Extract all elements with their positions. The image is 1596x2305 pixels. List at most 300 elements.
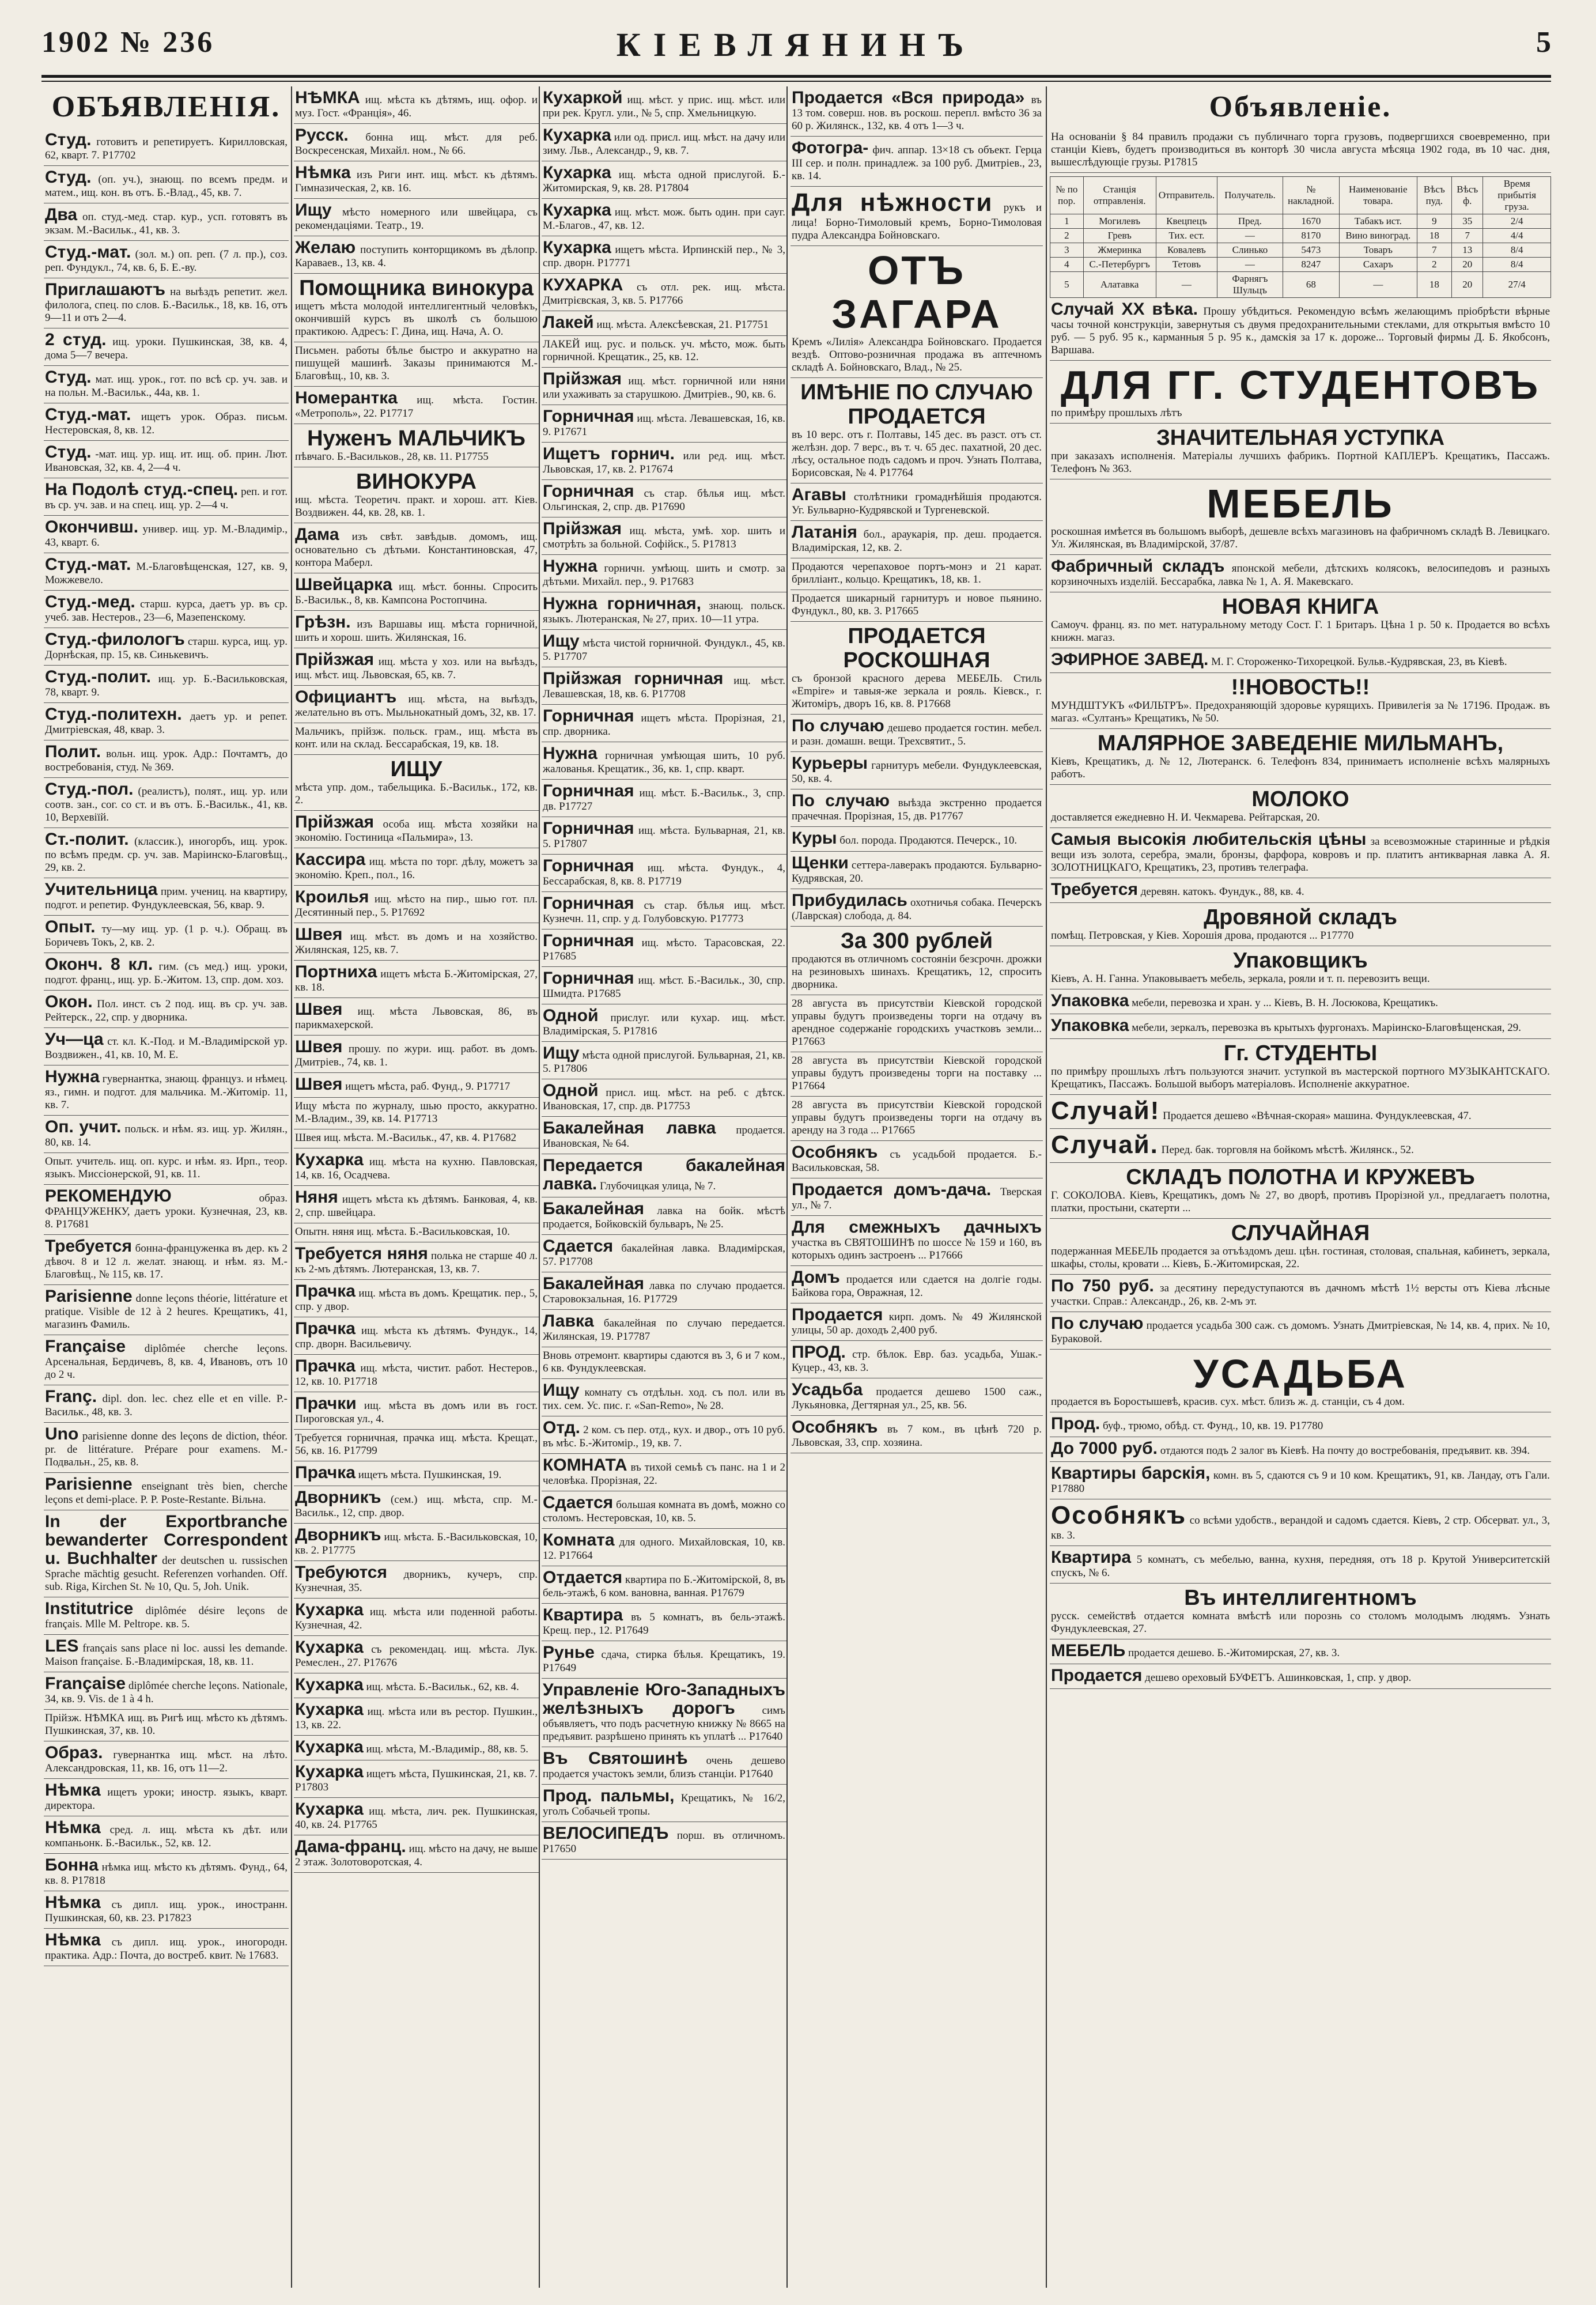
- ad-text: ищ. мѣста или въ рестор. Пушкин., 13, кв. 22.: [295, 1706, 538, 1731]
- table-cell: Гревъ: [1083, 229, 1156, 243]
- ad-heading: Швея: [295, 1037, 343, 1056]
- classified-ad: [542, 517, 786, 555]
- classified-ad: [1050, 1584, 1551, 1639]
- ad-text: ищ. мѣста. Фундук., 4, Бессарабская, 8, кв. 8. Р17719: [543, 862, 785, 887]
- ad-heading: Кроилья: [295, 887, 369, 906]
- ad-text: ищ. уроки. Пушкинская, 38, кв. 4, дома 5—7 вечера.: [45, 336, 288, 361]
- ad-text: русск. семействѣ отдается комната вмѣстѣ или порознь со столомъ молодымъ людямъ. Узнать Фундуклеевская, 27.: [1051, 1610, 1550, 1635]
- classified-ad: [542, 336, 786, 368]
- classified-ad: [542, 855, 786, 892]
- classified-ad: [1050, 1546, 1551, 1584]
- classified-ad: [791, 1303, 1043, 1341]
- classified-ad: [791, 1052, 1043, 1097]
- ad-heading: Уч—ца: [45, 1030, 104, 1049]
- ad-text: комн. въ 5, сдаются съ 9 и 10 ком. Крещатикъ, 91, кв. Ландау, отъ Гали. Р17880: [1051, 1469, 1550, 1495]
- ad-heading: Лавка: [543, 1312, 594, 1331]
- ad-text: ищ. мѣста, на выѣздъ, желательно въ отъ. Мыльнокатный домъ, 32, кв. 17.: [295, 693, 538, 719]
- table-cell: Фарнягъ Шульцъ: [1217, 272, 1283, 298]
- classified-ad: [1050, 1437, 1551, 1462]
- classified-ad: [791, 483, 1043, 521]
- ad-text: Письмен. работы бѣлье быстро и аккуратно на пишущей машинѣ. Заказы принимаются М.-Благовѣщ., 10, кв. 3.: [295, 345, 538, 382]
- classified-ad: [791, 1216, 1043, 1266]
- ad-heading: Учительница: [45, 880, 158, 899]
- table-cell: —: [1217, 258, 1283, 272]
- ad-text: Швея ищ. мѣста. М.-Васильк., 47, кв. 4. Р17682: [295, 1132, 517, 1144]
- classified-ad: [791, 246, 1043, 378]
- ad-text: подержанная МЕБЕЛЬ продается за отъѣздомъ деш. цѣн. гостиная, столовая, спальная, кабинетъ, зеркала, шкафы, столы, кровати ... Кіевъ, Б.-Житомирская, 22.: [1051, 1245, 1550, 1270]
- table-cell: Табакъ ист.: [1340, 214, 1417, 229]
- classified-ad: [1050, 878, 1551, 903]
- classified-ad: [44, 628, 289, 666]
- ad-heading: Кухарка: [295, 1675, 364, 1694]
- header-rule-thin: [41, 81, 1551, 82]
- ad-heading: Сдается: [543, 1237, 614, 1256]
- ad-text: ищ. мѣсто. Тарасовская, 22. Р17685: [543, 937, 786, 962]
- ad-text: съ рекомендац. ищ. мѣста. Лук. Ремеслен., 27. Р17676: [295, 1643, 538, 1669]
- ad-text: при заказахъ исполненія. Матеріалы лучшихъ фабрикъ. Портной КАПЛЕРЪ. Крещатикъ, Пассажъ. Телефонъ № 363.: [1051, 450, 1550, 475]
- ad-heading: Прачка: [295, 1356, 355, 1376]
- classified-ad: [294, 648, 539, 686]
- classified-ad: [542, 592, 786, 630]
- classified-ad: [542, 742, 786, 780]
- classified-ad: [44, 516, 289, 553]
- classified-ad: [294, 1186, 539, 1223]
- ad-text: лавка по случаю продается. Старовокзальная, 16. Р17729: [543, 1280, 785, 1305]
- table-cell: Пред.: [1217, 214, 1283, 229]
- table-header-cell: Отправитель.: [1156, 177, 1217, 214]
- ad-text: продается дешево. Б.-Житомирская, 27, кв. 3.: [1128, 1647, 1340, 1659]
- classified-ad: [294, 886, 539, 923]
- classified-ad: [294, 686, 539, 723]
- table-header-cell: Время прибытія груза.: [1483, 177, 1551, 214]
- ad-text: ищ. мѣста въ домъ или въ гост. Пироговская ул., 4.: [295, 1400, 538, 1425]
- classified-ad: [44, 1597, 289, 1635]
- ad-text: старш. курса, даетъ ур. въ ср. учеб. зав. Нестеров., 23—6, Мазепенскому.: [45, 598, 288, 624]
- ad-text: Опытн. няня ищ. мѣста. Б.-Васильковская, 10.: [295, 1226, 510, 1238]
- ad-text: горничная умѣющая шить, 10 руб. жалованья. Крещатик., 36, кв. 1, спр. кварт.: [543, 750, 785, 775]
- column-5: [1050, 86, 1551, 2288]
- ad-text: ищ. мѣст. Левашевская, 18, кв. 6. Р17708: [543, 675, 785, 700]
- ad-heading: Студ.-мед.: [45, 592, 135, 611]
- ad-text: ищ. мѣст. горничной или няни или ухаживать за старушкою. Дмитріев., 90, кв. 6.: [543, 375, 785, 400]
- ad-heading: Горничная: [543, 706, 634, 725]
- ad-text: продается. Ивановская, № 64.: [543, 1124, 786, 1150]
- table-header-cell: Вѣсъ пуд.: [1417, 177, 1451, 214]
- ad-heading: Française: [45, 1337, 126, 1356]
- ad-text: въ 13 том. соверш. нов. въ роскош. перепл. вмѣсто 36 за 60 р. Жилянск., 132, кв. 4 отъ 1—3 ч.: [792, 94, 1042, 132]
- classified-ad: [294, 1036, 539, 1073]
- ad-heading: Нѣмка: [45, 1893, 101, 1912]
- classified-ad: [542, 86, 786, 124]
- ad-heading: Прійзжая: [295, 650, 375, 669]
- classified-ad: [1050, 1095, 1551, 1129]
- ad-heading: Дровяной складъ: [1204, 905, 1397, 929]
- ad-heading: Требуются: [295, 1563, 387, 1582]
- header-rule: [41, 75, 1551, 78]
- ad-text: симъ объявляетъ, что подъ расчетную книжку № 8665 на предъявит. разрѣшено принять къ уплатѣ ... Р17640: [543, 1705, 786, 1743]
- ad-text: ищ. мѣст. въ домъ и на хозяйство. Жилянская, 125, кв. 7.: [295, 931, 538, 956]
- ad-text: рукъ и лица! Борно-Тимоловый кремъ, Борно-Тимоловая пудра Александра Бойновскаго.: [792, 202, 1042, 241]
- classified-ad: [542, 443, 786, 480]
- classified-ad: [44, 666, 289, 703]
- classified-ad: [294, 961, 539, 998]
- ad-heading: Упаковка: [1051, 991, 1129, 1010]
- classified-ad: [791, 1141, 1043, 1178]
- ad-text: сред. л. ищ. мѣста къ дѣт. или компаньонк. Б.-Васильк., 52, кв. 12.: [45, 1824, 288, 1849]
- classified-ad: [294, 1524, 539, 1561]
- ad-text: ищ. мѣсто на дачу, не выше 2 этаж. Золотоворотская, 4.: [295, 1843, 538, 1868]
- classified-ad: [44, 1816, 289, 1854]
- ad-text: Пол. инст. съ 2 под. ищ. въ ср. уч. зав. Рейтерск., 22, спр. у дворника.: [45, 998, 288, 1023]
- classified-ad: [294, 342, 539, 387]
- ad-text: прим. учениц. на квартиру, подгот. и репетир. Фундуклеевская, 56, квар. 9.: [45, 886, 288, 911]
- ad-heading: Горничная: [543, 781, 634, 800]
- ad-heading: Окончивш.: [45, 517, 139, 536]
- classified-ad: [791, 752, 1043, 789]
- classified-ad: [542, 1117, 786, 1154]
- ad-text: ищетъ мѣста молодой интеллигентный человѣкъ, окончившій курсъ въ школѣ съ большою практикою. Адресъ: Г. Дина, ищ. Нача, А. О.: [295, 300, 538, 338]
- table-cell: Товаръ: [1340, 243, 1417, 258]
- classified-ad: [294, 1736, 539, 1760]
- ad-heading: Горничная: [543, 819, 634, 838]
- ad-heading: Продается «Вся природа»: [792, 88, 1025, 107]
- table-cell: 2: [1050, 229, 1084, 243]
- page-header: [41, 21, 1551, 78]
- classified-ad: [44, 1635, 289, 1672]
- ad-heading: Отд.: [543, 1418, 581, 1437]
- classified-ad: [542, 967, 786, 1004]
- table-header-cell: Станція отправленія.: [1083, 177, 1156, 214]
- ad-text: Продается шикарный гарнитуръ и новое пьянино. Фундукл., 80, кв. 3. Р17665: [792, 592, 1042, 617]
- ad-heading: Одной: [543, 1081, 599, 1100]
- ad-text: 2 ком. съ пер. отд., кух. и двор., отъ 10 руб. въ мѣс. Б.-Житомір., 19, кв. 7.: [543, 1424, 786, 1449]
- column-divider: [1046, 86, 1047, 2288]
- ad-heading: Нѣмка: [295, 163, 351, 182]
- ad-heading: Горничная: [543, 856, 634, 875]
- ad-heading: Ищу: [295, 201, 332, 220]
- ad-text: ищ. мѣста. Гостин. «Метрополь», 22. Р17717: [295, 394, 538, 420]
- ad-text: продаются въ отличномъ состояніи безсрочн. дрожки на резиновыхъ шинахъ. Крещатикъ, 12, спросить дворника.: [792, 953, 1042, 991]
- ad-text: японской мебели, дѣтскихъ колясокъ, велосипедовъ и разныхъ корзиночныхъ изделій. Бессарабка, лавка № 1, А. Я. Макевскаго.: [1051, 562, 1550, 588]
- table-cell: 2: [1417, 258, 1451, 272]
- classified-ad: [294, 1098, 539, 1129]
- ad-heading: Дворникъ: [295, 1525, 381, 1544]
- classified-ad: [1050, 1219, 1551, 1275]
- ad-heading: Прод.: [1051, 1414, 1100, 1433]
- ad-text: parisienne donne des leçons de diction, théor. pr. de littérature. Prépare pour examens. М.-Подвальн., 25, кв. 8.: [45, 1430, 288, 1468]
- ad-text: лавка на бойк. мѣстѣ продается, Бойковскій бульваръ, № 25.: [543, 1205, 785, 1230]
- ad-text: ищ. мѣста, чистит. работ. Нестеров., 12, кв. 10. Р17718: [295, 1362, 538, 1388]
- ad-text: участка въ СВЯТОШИНѢ по шоссе № 159 и 160, въ которыхъ одинъ застроенъ ... Р17666: [792, 1237, 1042, 1261]
- classified-ad: [1050, 1462, 1551, 1499]
- classified-ad: [542, 929, 786, 967]
- ad-text: ищетъ мѣста. Прорізная, 21, спр. дворника.: [543, 712, 786, 738]
- classified-ad: [791, 590, 1043, 622]
- classified-ad: [44, 1510, 289, 1597]
- ad-text: на выѣздъ репетит. жел. филолога, спец. по слов. Б.-Васильк., 18, кв. 16, отъ 9—11 и отъ 2—4.: [45, 286, 288, 324]
- table-cell: С.-Петербургъ: [1083, 258, 1156, 272]
- ad-heading: Кухарка: [295, 1638, 364, 1657]
- ad-heading: !!НОВОСТЬ!!: [1231, 675, 1370, 700]
- ad-heading: Кухарка: [295, 1800, 364, 1819]
- ad-text: Кіевъ, Крещатикъ, д. № 12, Лютеранск. 6. Телефонъ 834, принимаетъ исполненіе всѣхъ малярныхъ работъ.: [1051, 755, 1550, 780]
- table-header-cell: № накладной.: [1283, 177, 1339, 214]
- ad-heading: Квартира: [1051, 1548, 1132, 1567]
- ad-heading: ЭФИРНОЕ ЗАВЕД.: [1051, 650, 1209, 669]
- ad-text: Вновь отремонт. квартиры сдаются въ 3, 6 и 7 ком., 6 кв. Фундуклеевская.: [543, 1350, 785, 1374]
- ad-heading: Uno: [45, 1424, 79, 1444]
- ad-text: Мальчикъ, прійзж. польск. грам., ищ. мѣста въ конт. или на склад. Бессарабская, 19, кв. 18.: [295, 725, 538, 750]
- classified-ad: [44, 366, 289, 403]
- ad-text: кирп. домъ. № 49 Жилянской улицы, 50 ар. доходъ 2,400 руб.: [792, 1311, 1042, 1336]
- classified-ad: [542, 1197, 786, 1235]
- ad-text: готовитъ и репетируетъ. Кирилловская, 62, кварт. 7. Р17702: [45, 136, 288, 161]
- ad-heading: Institutrice: [45, 1599, 134, 1618]
- classified-ad: [44, 129, 289, 166]
- ad-heading: Нужна: [543, 744, 597, 763]
- ad-text: или од. присл. ищ. мѣст. на дачу или зиму. Льв., Александр., 9, кв. 7.: [543, 131, 786, 157]
- classified-ad: [294, 1242, 539, 1280]
- classified-ad: [294, 573, 539, 611]
- ad-text: въ 7 ком., въ цѣнѣ 720 р. Львовская, 33, спр. хозяина.: [792, 1423, 1042, 1449]
- ad-text: изъ свѣт. завѣдыв. домомъ, ищ. основательно съ дѣтьми. Константиновская, 47, контора Маберл.: [295, 531, 538, 569]
- classified-ad: [44, 991, 289, 1028]
- classified-ad: [294, 1223, 539, 1242]
- ad-heading: Прачки: [295, 1394, 357, 1413]
- ad-heading: МАЛЯРНОЕ ЗАВЕДЕНІЕ МИЛЬМАНЪ,: [1097, 731, 1504, 755]
- ad-text: ищ. мѣста. Теоретич. практ. и хорош. атт. Кіев. Воздвижен. 44, кв. 28, кв. 1.: [295, 494, 538, 519]
- ad-heading: Franç.: [45, 1387, 97, 1406]
- ad-heading: Самыя высокія любительскія цѣны: [1051, 830, 1367, 849]
- classified-ad: [791, 1178, 1043, 1216]
- ad-text: вольн. ищ. урок. Адр.: Почтамтъ, до востребованія, студ. № 369.: [45, 748, 288, 773]
- ad-heading: Прачка: [295, 1463, 355, 1482]
- classified-ad: [44, 1423, 289, 1473]
- ad-heading: Прійзжая горничная: [543, 669, 724, 688]
- table-header-cell: Вѣсъ ф.: [1452, 177, 1483, 214]
- ad-text: выѣзда экстренно продается прачечная. Прорізная, 15, дв. Р17767: [792, 797, 1042, 822]
- ad-text: изъ Риги инт. ищ. мѣст. къ дѣтямъ. Гимназическая, 2, кв. 16.: [295, 169, 538, 194]
- classified-ad: [1050, 1129, 1551, 1163]
- classified-ad: [294, 1073, 539, 1098]
- table-header-cell: Наименованіе товара.: [1340, 177, 1417, 214]
- classified-ad: [542, 1042, 786, 1079]
- classified-ad: [44, 1116, 289, 1153]
- classified-ad: [44, 828, 289, 878]
- table-cell: Тетовъ: [1156, 258, 1217, 272]
- ad-heading: Окон.: [45, 992, 93, 1011]
- classified-ad: [1050, 361, 1551, 424]
- ad-text: въ 10 верс. отъ г. Полтавы, 145 дес. въ разст. отъ ст. желѣзн. дор. 7 верс., въ т. ч. 65 дес. пахатной, 20 дес. лѣсу, остальное подъ садомъ и проч. Узнать Полтава, Борисовская, № 4. Р17764: [792, 429, 1042, 479]
- ad-heading: Ст.-полит.: [45, 830, 129, 849]
- ad-text: ищ. мѣста, лич. рек. Пушкинская, 40, кв. 24. Р17765: [295, 1805, 538, 1831]
- ad-text: ищетъ мѣста, раб. Фунд., 9. Р17717: [345, 1080, 510, 1093]
- ad-heading: Ищу: [543, 632, 580, 651]
- ad-heading: Швея: [295, 925, 343, 944]
- ad-text: продается въ Боростышевѣ, красив. сух. мѣст. близъ ж. д. станціи, съ 4 дом.: [1051, 1396, 1405, 1408]
- ad-text: Самоуч. франц. яз. по мет. натуральному методу Сост. Г. 1 Бритаръ. Цѣна 1 р. 50 к. Продается во всѣхъ книжн. магаз.: [1051, 619, 1550, 644]
- classified-ad: [1050, 946, 1551, 989]
- classified-ad: [1050, 903, 1551, 946]
- ad-text: мѣсто номерного или швейцара, съ рекомендаціями. Театр., 19.: [295, 206, 538, 232]
- classified-ad: [44, 740, 289, 778]
- classified-ad: [294, 998, 539, 1036]
- ad-text: доставляется ежедневно Н. И. Чекмарева. Рейтарская, 20.: [1051, 811, 1320, 823]
- ad-heading: ВЕЛОСИПЕДЪ: [543, 1824, 669, 1843]
- ad-text: въ тихой семьѣ съ панс. на 1 и 2 человѣка. Прорізная, 22.: [543, 1461, 785, 1487]
- ad-heading: Parisienne: [45, 1475, 133, 1494]
- ad-heading: Студ.-полит.: [45, 667, 151, 686]
- classified-ad: [44, 553, 289, 591]
- ad-text: ст. кл. К.-Под. и М.-Владимірской ур. Воздвижен., 41, кв. 10, М. Е.: [45, 1036, 288, 1061]
- ad-heading: Желаю: [295, 238, 356, 257]
- ad-heading: По случаю: [792, 791, 890, 810]
- classified-ad: [542, 1079, 786, 1117]
- ad-heading: Официантъ: [295, 687, 397, 706]
- ad-heading: ЗНАЧИТЕЛЬНАЯ УСТУПКА: [1156, 426, 1445, 450]
- ad-heading: Квартиры барскія,: [1051, 1464, 1211, 1483]
- classified-ad: [294, 1835, 539, 1873]
- ad-heading: ПРОД.: [792, 1343, 846, 1362]
- classified-ad: [1050, 424, 1551, 479]
- ad-heading: Швея: [295, 1075, 343, 1094]
- ad-heading: Горничная: [543, 482, 634, 501]
- ad-text: очень дешево продается участокъ земли, близъ станціи. Р17640: [543, 1755, 785, 1780]
- ad-text: мѣста упр. дом., табельщика. Б.-Васильк., 172, кв. 2.: [295, 781, 538, 806]
- ad-heading: Латанія: [792, 523, 857, 542]
- classified-ad: [44, 328, 289, 366]
- ad-text: ищ. мѣста въ домъ. Крещатик. пер., 5, спр. у двор.: [295, 1287, 538, 1313]
- newspaper-title: КІЕВЛЯНИНЪ: [616, 26, 977, 63]
- ad-text: съ усадьбой продается. Б.-Васильковская, 58.: [792, 1148, 1042, 1174]
- classified-ad: [44, 1335, 289, 1385]
- ad-text: дешево продается гостин. мебел. и разн. домашн. вещи. Трехсвятит., 5.: [792, 722, 1042, 747]
- classified-ad: [44, 1185, 289, 1235]
- classified-ad: [1050, 1163, 1551, 1219]
- ad-text: ищ. мѣста. Б.-Васильковская, 10, кв. 2. Р17775: [295, 1531, 538, 1556]
- ad-text: ищ. мѣст. мож. быть один. при сауг. М.-Благов., 47, кв. 12.: [543, 206, 785, 232]
- classified-ad: [791, 187, 1043, 246]
- page-number: 5: [1536, 26, 1551, 59]
- ad-text: ищ. мѣста къ дѣтямъ, ищ. офор. и муз. Гост. «Франція», 46.: [295, 94, 538, 119]
- ad-text: мебели, перевозка и хран. у ... Кіевъ, В. Н. Лосюкова, Крещатикъ.: [1132, 997, 1438, 1009]
- ad-text: польск. и нѣм. яз. ищ. ур. Жилян., 80, кв. 14.: [45, 1123, 288, 1148]
- classified-ad: [294, 611, 539, 648]
- ad-text: -мат. ищ. ур. ищ. ит. ищ. об. прин. Лют. Ивановская, 32, кв. 4, 2—4 ч.: [45, 448, 288, 474]
- ad-heading: Дворникъ: [295, 1488, 381, 1507]
- ad-heading: Фабричный складъ: [1051, 557, 1225, 576]
- ad-heading: Горничная: [543, 931, 634, 950]
- classified-ad: [791, 995, 1043, 1052]
- classified-ad: [1050, 555, 1551, 592]
- ad-heading: Номерантка: [295, 388, 398, 407]
- freight-table: [1050, 176, 1551, 298]
- ad-text: большая комната въ домѣ, можно со столомъ. Нестеровская, 10, кв. 5.: [543, 1499, 786, 1524]
- ad-heading: Студ.-политехн.: [45, 705, 182, 724]
- ad-heading: Приглашаютъ: [45, 280, 165, 299]
- table-cell: —: [1340, 272, 1417, 298]
- classified-ad: [44, 478, 289, 516]
- classified-ad: [294, 1461, 539, 1486]
- ad-text: Ищу мѣста по журналу, шью просто, аккуратно. М.-Владим., 39, кв. 14. Р17713: [295, 1100, 538, 1125]
- table-row: [1050, 229, 1551, 243]
- table-row: [1050, 243, 1551, 258]
- table-cell: 5: [1050, 272, 1084, 298]
- classified-ad: [44, 1854, 289, 1891]
- classified-ad: [44, 278, 289, 328]
- classified-ad: [542, 405, 786, 443]
- ad-heading: Домъ: [792, 1268, 840, 1287]
- table-cell: 20: [1452, 258, 1483, 272]
- classified-ad: [542, 1004, 786, 1042]
- table-cell: 18: [1417, 272, 1451, 298]
- ad-text: бонна-француженка въ дер. къ 2 дѣвоч. 8 и 12 л. желат. знающ. и нѣм. яз. М.-Благовѣщ., № 115, кв. 17.: [45, 1242, 288, 1280]
- classified-ad: [542, 1235, 786, 1272]
- ad-text: donne leçons théorie, littérature et pratique. Visible de 12 à 2 heures. Крещатикъ, 41, магазинъ Фамиль.: [45, 1293, 288, 1331]
- classified-ad: [44, 166, 289, 203]
- ad-text: М. Г. Стороженко-Тихорецкой. Бульв.-Кудрявская, 23, въ Кіевѣ.: [1211, 656, 1507, 668]
- classified-ad: [1050, 989, 1551, 1014]
- ad-text: diplômée cherche leçons. Арсенальная, Бердичевъ, 8, кв. 4, Ивановъ, отъ 10 до 2 ч.: [45, 1343, 288, 1381]
- classified-ad: [1050, 729, 1551, 785]
- classified-ad: [791, 1266, 1043, 1303]
- ad-heading: Дама: [295, 525, 339, 544]
- ad-text: français sans place ni loc. aussi les demande. Maison française. Б.-Владимірская, 18, кв. 11.: [45, 1642, 288, 1668]
- table-cell: 7: [1417, 243, 1451, 258]
- ad-text: ищ. мѣст. бонны. Спросить Б.-Васильк., 8, кв. Кампсона Ростопчина.: [295, 581, 538, 606]
- classified-ad: [294, 923, 539, 961]
- ad-text: порш. въ отличномъ. Р17650: [543, 1830, 786, 1855]
- ad-heading: Прод. пальмы,: [543, 1786, 675, 1805]
- ad-heading: Упаковка: [1051, 1016, 1129, 1035]
- ad-text: горничн. умѣющ. шить и смотр. за дѣтьми. Михайл. пер., 9. Р17683: [543, 562, 785, 588]
- ad-heading: Швейцарка: [295, 575, 392, 594]
- ad-text: даетъ ур. и репет. Дмитріевская, 48, квар. 3.: [45, 711, 288, 736]
- ad-text: бол., араукарія, пр. деш. продается. Владимірская, 12, кв. 2.: [792, 528, 1042, 554]
- ad-heading: Прійзжая: [295, 813, 375, 832]
- classified-ad: [294, 1698, 539, 1736]
- classified-ad: [542, 817, 786, 855]
- table-cell: 8170: [1283, 229, 1339, 243]
- classified-ad: [542, 892, 786, 929]
- ad-heading: НОВАЯ КНИГА: [1221, 595, 1379, 619]
- ad-heading: Курьеры: [792, 754, 868, 773]
- ad-text: 28 августа въ присутствіи Кіевской городской управы будутъ произведены торги на отдачу въ аренду на 3 года ... Р17665: [792, 1099, 1042, 1136]
- classified-ad: [542, 1416, 786, 1454]
- classified-ad: [791, 1341, 1043, 1378]
- classified-ad: [1050, 1639, 1551, 1664]
- classified-ad: [44, 953, 289, 991]
- ad-heading: ОТЪ ЗАГАРА: [831, 248, 1002, 337]
- ad-heading: Кухарка: [543, 163, 611, 182]
- ad-heading: Кухарка: [295, 1150, 364, 1169]
- ad-text: 28 августа въ присутствіи Кіевской городской управы будутъ произведены торги на отдачу въ арендное содержаніе городскихъ участковъ земли... Р17663: [792, 997, 1042, 1048]
- classified-ad: [294, 1430, 539, 1461]
- classified-ad: [791, 1416, 1043, 1453]
- ad-text: ищ. мѣста одной прислугой. Б.-Житомирская, 9, кв. 28. Р17804: [543, 169, 785, 194]
- table-cell: 9: [1417, 214, 1451, 229]
- classified-ad: [294, 723, 539, 755]
- classified-ad: [44, 1672, 289, 1710]
- classified-ad: [44, 878, 289, 916]
- classified-ad: [294, 467, 539, 523]
- ad-text: для одного. Михайловская, 10, кв. 12. Р17664: [543, 1536, 786, 1562]
- ad-text: по примѣру прошлыхъ лѣтъ: [1051, 407, 1182, 419]
- classified-ad: [44, 441, 289, 478]
- classified-ad: [44, 1153, 289, 1185]
- announcement-intro: На основаніи § 84 правилъ продажи съ публичнаго торга грузовъ, подвергшихся своевременно, при станціи Кіевъ, будетъ производиться въ конторѣ 30 числа августа мѣсяца 1902 года, въ 10 час. дня, вышеслѣдующіе грузы. Р17815: [1050, 129, 1551, 173]
- ad-text: дворникъ, кучеръ, спр. Кузнечная, 35.: [295, 1569, 538, 1594]
